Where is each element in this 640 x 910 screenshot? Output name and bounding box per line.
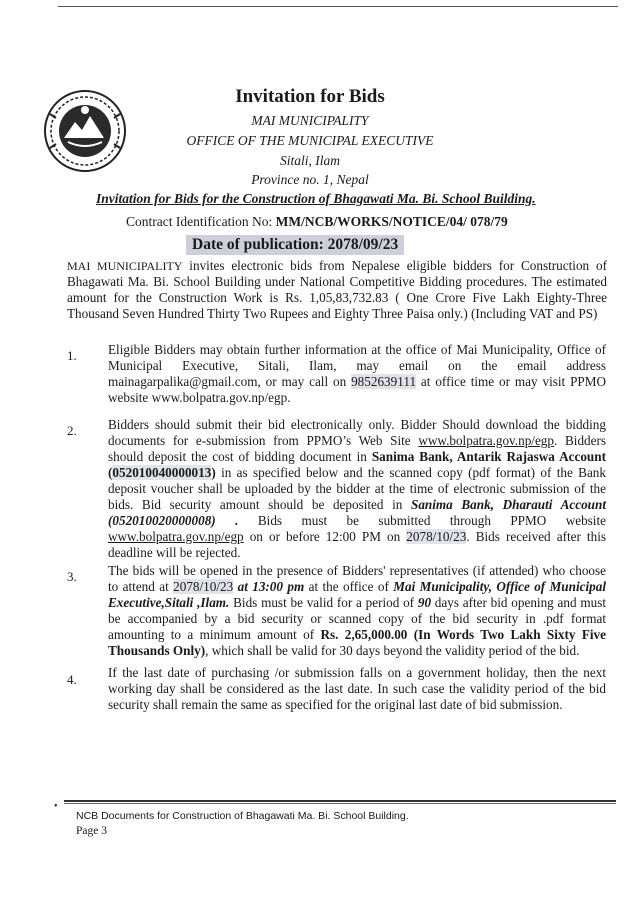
list-item-4: If the last date of purchasing /or submission falls on a government holiday, then the next working day shall be considered as the last date. In such case the validity period of the bid security shall remain the same as specified for the original last date of bid submission. — [108, 665, 606, 712]
top-divider — [58, 6, 618, 7]
footer-divider-thin — [64, 803, 616, 804]
antarik-account-label: Sanima Bank, Antarik Rajaswa Account ( — [108, 449, 606, 480]
item-number-1: 1. — [67, 348, 77, 363]
item-3-text-e: , which shall be valid for 30 days beyond the validity period of the bid. — [205, 643, 580, 658]
item-2-text-f: . Bids received after this deadline will be rejected. — [108, 529, 606, 560]
municipality-name: MAI MUNICIPALITY — [251, 113, 369, 128]
office-address: Sitali, Ilam — [280, 153, 340, 168]
list-item-1 — [108, 342, 606, 406]
ppmo-link-1[interactable]: www.bolpatra.gov.np/egp — [418, 433, 554, 448]
item-3-text-b: at the office of — [304, 579, 394, 594]
footer-document-title: NCB Documents for Construction of Bhagawati Ma. Bi. School Building. — [76, 810, 409, 822]
contract-label: Contract Identification No: — [126, 214, 276, 229]
item-number-4: 4. — [67, 672, 77, 687]
province-line: Province no. 1, Nepal — [251, 172, 369, 187]
intro-lead: MAI MUNICIPALITY — [67, 259, 183, 273]
antarik-account-number: 052010040000013 — [112, 465, 212, 480]
opening-office: Mai Municipality, Office of Municipal Executive,Sitali ,Ilam. — [108, 579, 607, 610]
dharauti-account: Sanima Bank, Dharauti Account (052010020000008) . — [108, 497, 607, 528]
item-1-text-b: at office time or may visit PPMO website www.bolpatra.gov.np/egp. — [108, 374, 606, 405]
item-3-text-a: The bids will be opened in the presence of Bidders' representatives (if attended) who choose to attend at — [108, 563, 606, 594]
item-2-text-c: in as specified below and the scanned copy (pdf format) of the Bank deposit voucher shall be uploaded by the bidder at the time of electronic submission of the bids. Bid security amount should be deposited in — [108, 465, 606, 512]
office-name: OFFICE OF THE MUNICIPAL EXECUTIVE — [186, 133, 434, 148]
antarik-account-close: ) — [211, 465, 216, 480]
publication-date: Date of publication: 2078/09/23 — [186, 235, 404, 255]
item-2-text-a: Bidders should submit their bid electronically only. Bidder Should download the bidding documents for e-submission from PPMO’s Web Site — [108, 417, 606, 448]
validity-days: 90 — [417, 595, 432, 610]
page-title: Invitation for Bids — [235, 86, 385, 107]
contract-number: MM/NCB/WORKS/NOTICE/04/ 078/79 — [275, 214, 508, 229]
opening-time: at 13:00 pm — [233, 579, 305, 594]
page-number: Page 3 — [76, 825, 107, 837]
list-item-2 — [108, 417, 606, 561]
list-item-3 — [108, 563, 606, 659]
item-3-text-c: Bids must be valid for a period of — [229, 595, 418, 610]
intro-text: invites electronic bids from Nepalese eligible bidders for Construction of Bhagawati Ma. Bi. School Building under National Competitive Bidding procedures. The estimated amount for the Construction Work is Rs. 1,05,83,732.83 ( One Crore Five Lakh Eighty-Three Thousand Seven Hundred Thirty Two Rupees and Eighty Three Paisa only.) (Including VAT and PS) — [67, 258, 607, 321]
phone-number: 9852639111 — [351, 374, 417, 389]
bids-heading: Invitation for Bids for the Construction of Bhagawati Ma. Bi. School Building. — [96, 191, 536, 206]
submission-date: 2078/10/23 — [406, 529, 467, 544]
footer-divider — [64, 800, 616, 802]
item-2-text-b: . Bidders should deposit the cost of bidding document in — [108, 433, 607, 464]
item-3-text-d: days after bid opening and must be accompanied by a bid security or scanned copy of the bid security in .pdf format amounting to a minimum amount of — [108, 595, 606, 642]
item-number-2: 2. — [67, 423, 77, 438]
intro-paragraph — [67, 258, 607, 322]
contract-identification — [126, 214, 546, 230]
item-1-text-a: Eligible Bidders may obtain further information at the office of Mai Municipality, Office of Municipal Executive, Sitali, Ilam, may email on the email address mainagarpalika@gmail.com, or may call on — [108, 342, 606, 389]
footer-bullet-icon: • — [54, 801, 58, 812]
ppmo-link-2[interactable]: www.bolpatra.gov.np/egp — [108, 529, 244, 544]
item-2-text-e: on or before 12:00 PM on — [243, 529, 407, 544]
opening-date: 2078/10/23 — [173, 579, 234, 594]
bid-security-amount: Rs. 2,65,000.00 (In Words Two Lakh Sixty Five Thousands Only) — [108, 627, 606, 658]
item-2-text-d: Bids must be submitted through PPMO website — [238, 513, 606, 528]
item-number-3: 3. — [67, 569, 77, 584]
